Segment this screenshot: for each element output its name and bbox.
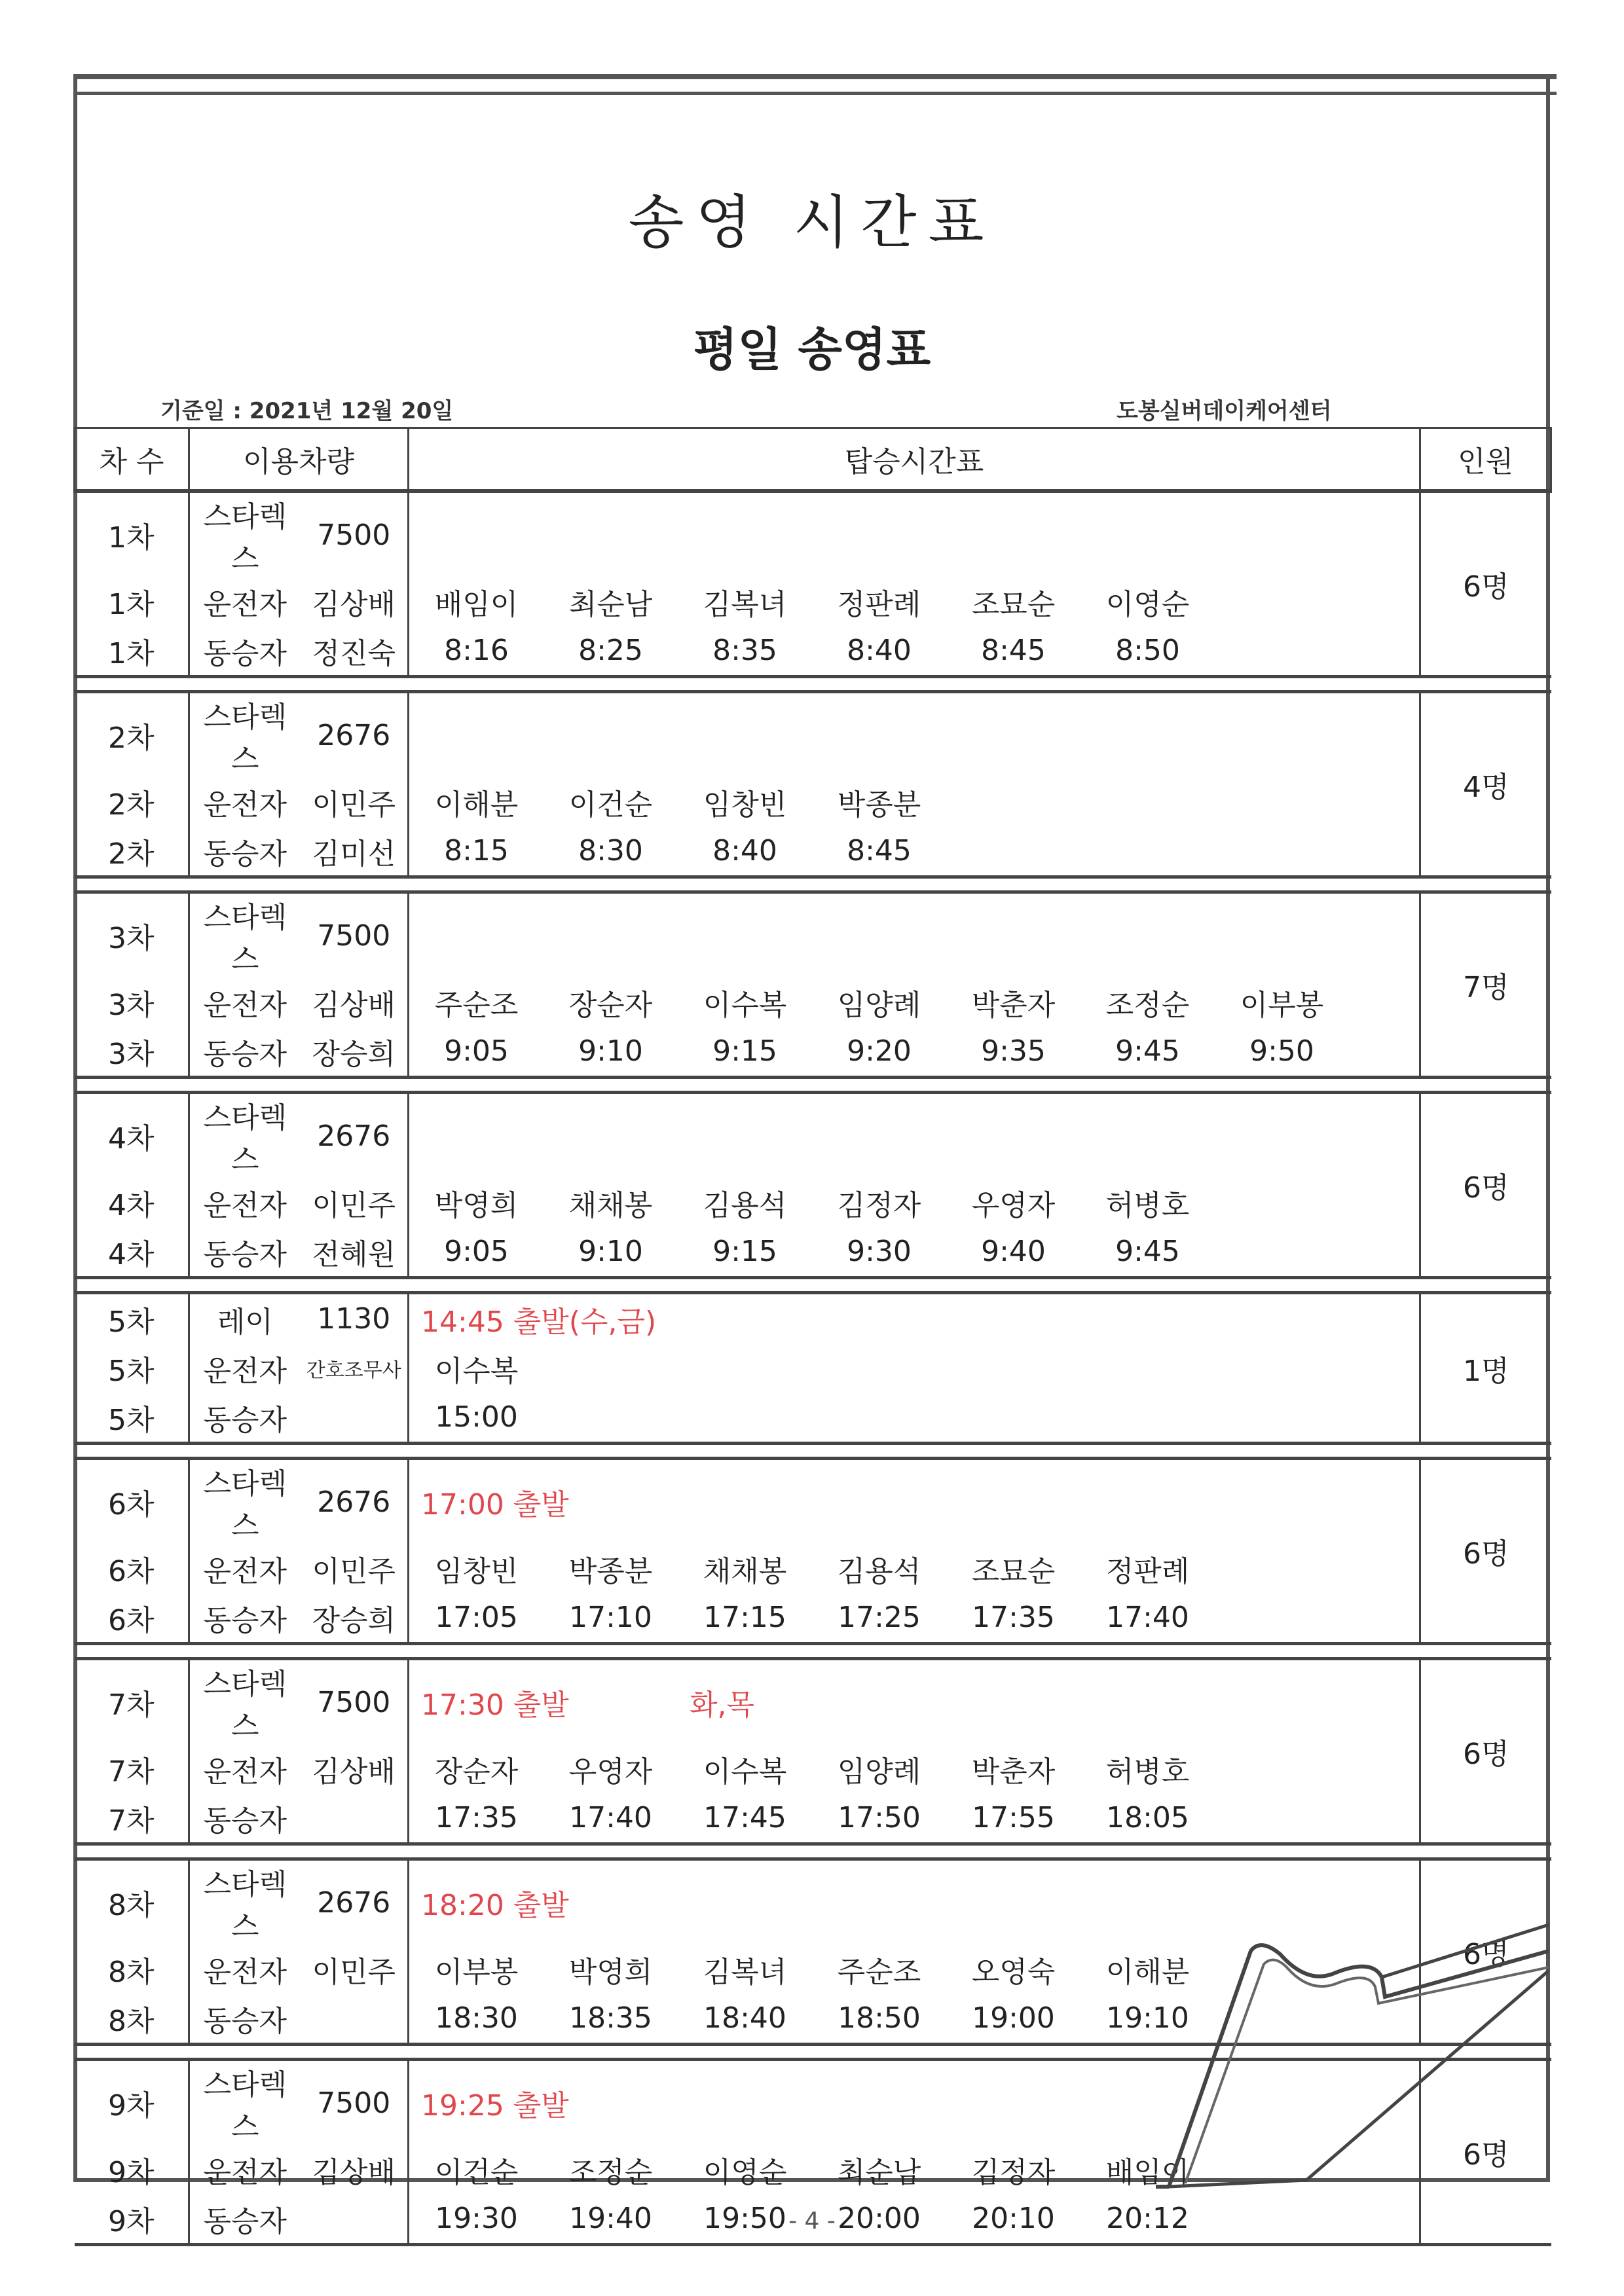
vehicle-number: 2676 xyxy=(301,692,409,778)
trip-number: 7차 xyxy=(75,1793,189,1844)
pickup-time: 20:12 xyxy=(1106,2202,1189,2235)
departure-note-cell xyxy=(409,1093,1420,1178)
vehicle-name: 스타렉스 xyxy=(203,901,287,976)
trip-number: 5차 xyxy=(75,1293,189,1344)
passenger-name: 허병호 xyxy=(1105,1755,1190,1789)
passenger-count: 1명 xyxy=(1420,1293,1551,1444)
driver-name: 이민주 xyxy=(301,1944,409,1994)
passenger-name: 정판례 xyxy=(837,587,921,621)
trip-vehicle-row xyxy=(75,1459,1551,1544)
pickup-time-cell xyxy=(409,626,1420,677)
passenger-list xyxy=(409,1182,1419,1224)
passenger-name: 주순조 xyxy=(837,1955,921,1989)
pickup-time: 20:10 xyxy=(972,2202,1055,2235)
passenger-name: 박춘자 xyxy=(971,988,1056,1022)
trip-separator xyxy=(75,1844,1551,1859)
pickup-time: 8:15 xyxy=(444,834,509,867)
passenger-name: 조정순 xyxy=(1105,988,1190,1022)
header-schedule: 탑승시간표 xyxy=(409,428,1420,492)
passenger-name: 이건순 xyxy=(434,2155,519,2189)
pickup-time: 18:35 xyxy=(569,2001,652,2035)
pickup-time: 9:45 xyxy=(1115,1034,1180,1068)
driver-label: 운전자 xyxy=(203,1554,287,1588)
pickup-times xyxy=(409,1034,1419,1068)
trip-companion-row xyxy=(75,626,1551,677)
pickup-time: 17:40 xyxy=(569,1801,652,1834)
pickup-time: 9:50 xyxy=(1249,1034,1314,1068)
driver-name: 이민주 xyxy=(301,777,409,826)
vehicle-name: 스타렉스 xyxy=(203,1667,287,1743)
companion-label: 동승자 xyxy=(203,1037,287,1071)
passenger-name: 이수복 xyxy=(703,988,787,1022)
passenger-name: 김용석 xyxy=(703,1188,787,1222)
trip-number: 9차 xyxy=(75,2145,189,2194)
pickup-time: 9:20 xyxy=(847,1034,912,1068)
companion-name xyxy=(301,1994,409,2045)
pickup-time: 8:40 xyxy=(847,634,912,667)
trip-number: 1차 xyxy=(75,491,189,577)
pickup-times xyxy=(409,1801,1419,1834)
passenger-name: 정판례 xyxy=(1105,1554,1190,1588)
departure-note-cell xyxy=(409,892,1420,978)
departure-note: 17:30 출발 xyxy=(421,1688,569,1722)
passenger-name: 배임이 xyxy=(434,587,519,621)
passenger-name: 김복녀 xyxy=(703,1955,787,1989)
trip-driver-row xyxy=(75,977,1551,1027)
passenger-list-cell xyxy=(409,1744,1420,1793)
trip-number: 3차 xyxy=(75,892,189,978)
passenger-list-cell xyxy=(409,1178,1420,1227)
separator-cell xyxy=(75,877,1551,892)
separator-cell xyxy=(75,1644,1551,1659)
companion-label: 동승자 xyxy=(203,837,287,871)
trip-number: 7차 xyxy=(75,1659,189,1745)
passenger-count: 6명 xyxy=(1420,2060,1551,2245)
trip-number: 6차 xyxy=(75,1544,189,1593)
passenger-name: 박영희 xyxy=(434,1188,519,1222)
passenger-count: 6명 xyxy=(1420,491,1551,677)
pickup-time: 17:50 xyxy=(838,1801,921,1834)
trip-number: 9차 xyxy=(75,2060,189,2145)
passenger-name: 우영자 xyxy=(568,1755,653,1789)
passenger-name: 이수복 xyxy=(434,1354,519,1388)
passenger-name: 채채봉 xyxy=(703,1554,787,1588)
passenger-list-cell xyxy=(409,577,1420,626)
separator-cell xyxy=(75,1444,1551,1459)
passenger-list xyxy=(409,1347,1419,1389)
passenger-list xyxy=(409,581,1419,623)
trip-number: 5차 xyxy=(75,1343,189,1393)
trip-number: 9차 xyxy=(75,2194,189,2245)
trip-driver-row xyxy=(75,777,1551,826)
pickup-time: 8:30 xyxy=(578,834,643,867)
passenger-name: 주순조 xyxy=(434,988,519,1022)
driver-name: 이민주 xyxy=(301,1178,409,1227)
driver-label: 운전자 xyxy=(203,1955,287,1989)
trip-number: 2차 xyxy=(75,692,189,778)
companion-name: 정진숙 xyxy=(301,626,409,677)
passenger-name: 최순남 xyxy=(837,2155,921,2189)
passenger-count: 6명 xyxy=(1420,1459,1551,1644)
driver-name: 김상배 xyxy=(301,1744,409,1793)
pickup-time: 17:35 xyxy=(972,1601,1055,1634)
center-name: 도봉실버데이케어센터 xyxy=(1116,398,1332,424)
pickup-time: 19:10 xyxy=(1106,2001,1189,2035)
passenger-list xyxy=(409,1548,1419,1590)
trip-driver-row xyxy=(75,1744,1551,1793)
companion-name: 장승희 xyxy=(301,1593,409,1644)
departure-days-note: 화,목 xyxy=(690,1688,755,1722)
pickup-time: 9:40 xyxy=(981,1235,1046,1268)
passenger-name: 우영자 xyxy=(971,1188,1056,1222)
base-date: 기준일 : 2021년 12월 20일 xyxy=(160,398,454,424)
trip-driver-row xyxy=(75,1343,1551,1393)
trip-number: 6차 xyxy=(75,1459,189,1544)
pickup-time: 18:30 xyxy=(435,2001,518,2035)
departure-note-cell xyxy=(409,1293,1420,1344)
driver-name: 김상배 xyxy=(301,2145,409,2194)
passenger-name: 이영순 xyxy=(1105,587,1190,621)
driver-name: 김상배 xyxy=(301,577,409,626)
pickup-time: 15:00 xyxy=(435,1400,518,1434)
departure-note-cell xyxy=(409,1659,1420,1745)
pickup-time: 19:40 xyxy=(569,2202,652,2235)
passenger-name: 조정순 xyxy=(568,2155,653,2189)
vehicle-number: 2676 xyxy=(301,1859,409,1945)
pickup-time: 17:25 xyxy=(838,1601,921,1634)
companion-label: 동승자 xyxy=(203,1237,287,1271)
trip-number: 8차 xyxy=(75,1994,189,2045)
departure-note-cell xyxy=(409,1459,1420,1544)
header-row xyxy=(75,428,1551,492)
page-curl-decoration xyxy=(1156,1912,1549,2200)
separator-cell xyxy=(75,1278,1551,1293)
passenger-list xyxy=(409,781,1419,823)
vehicle-number: 2676 xyxy=(301,1459,409,1544)
table-bottom-border xyxy=(75,2245,1551,2247)
departure-note: 19:25 출발 xyxy=(421,2089,569,2123)
passenger-name: 이건순 xyxy=(568,788,653,822)
pickup-time: 17:40 xyxy=(1106,1601,1189,1634)
driver-label: 운전자 xyxy=(203,1354,287,1388)
driver-label: 운전자 xyxy=(203,788,287,822)
pickup-time: 9:45 xyxy=(1115,1235,1180,1268)
vehicle-name: 스타렉스 xyxy=(203,1101,287,1176)
pickup-time: 18:05 xyxy=(1106,1801,1189,1834)
pickup-time: 8:45 xyxy=(981,634,1046,667)
companion-name: 김미선 xyxy=(301,826,409,877)
passenger-name: 김용석 xyxy=(837,1554,921,1588)
trip-driver-row xyxy=(75,1178,1551,1227)
passenger-name: 박영희 xyxy=(568,1955,653,1989)
passenger-name: 최순남 xyxy=(568,587,653,621)
trip-companion-row xyxy=(75,1227,1551,1278)
driver-label: 운전자 xyxy=(203,1188,287,1222)
passenger-name: 임양례 xyxy=(837,1755,921,1789)
pickup-time: 17:05 xyxy=(435,1601,518,1634)
vehicle-number: 7500 xyxy=(301,1659,409,1745)
passenger-count: 6명 xyxy=(1420,1093,1551,1278)
vehicle-number: 2676 xyxy=(301,1093,409,1178)
trip-number: 1차 xyxy=(75,577,189,626)
departure-note: 17:00 출발 xyxy=(421,1488,569,1522)
passenger-count: 4명 xyxy=(1420,692,1551,877)
pickup-time: 8:16 xyxy=(444,634,509,667)
passenger-count: 6명 xyxy=(1420,1659,1551,1844)
pickup-time: 17:35 xyxy=(435,1801,518,1834)
separator-cell xyxy=(75,1078,1551,1093)
pickup-time: 8:40 xyxy=(712,834,777,867)
passenger-name: 이부봉 xyxy=(434,1955,519,1989)
trip-number: 4차 xyxy=(75,1227,189,1278)
driver-label: 운전자 xyxy=(203,2155,287,2189)
trip-vehicle-row xyxy=(75,692,1551,778)
pickup-time: 18:50 xyxy=(838,2001,921,2035)
driver-label: 운전자 xyxy=(203,587,287,621)
passenger-name: 박춘자 xyxy=(971,1755,1056,1789)
passenger-name: 임양례 xyxy=(837,988,921,1022)
pickup-time: 9:10 xyxy=(578,1235,643,1268)
passenger-name: 배임이 xyxy=(1105,2155,1190,2189)
pickup-time: 20:00 xyxy=(838,2202,921,2235)
trip-companion-row xyxy=(75,1027,1551,1078)
driver-name: 이민주 xyxy=(301,1544,409,1593)
passenger-name: 채채봉 xyxy=(568,1188,653,1222)
trip-vehicle-row xyxy=(75,1093,1551,1178)
companion-name xyxy=(301,1393,409,1444)
passenger-name: 이해분 xyxy=(434,788,519,822)
passenger-name: 이부봉 xyxy=(1240,988,1324,1022)
companion-label: 동승자 xyxy=(203,1804,287,1838)
driver-label: 운전자 xyxy=(203,1755,287,1789)
trip-vehicle-row xyxy=(75,1659,1551,1745)
companion-name: 장승희 xyxy=(301,1027,409,1078)
passenger-list-cell xyxy=(409,1544,1420,1593)
vehicle-number: 7500 xyxy=(301,2060,409,2145)
pickup-times xyxy=(409,1400,1419,1434)
passenger-name: 이해분 xyxy=(1105,1955,1190,1989)
header-count: 인원 xyxy=(1420,428,1551,492)
companion-name: 전혜원 xyxy=(301,1227,409,1278)
passenger-name: 장순자 xyxy=(568,988,653,1022)
separator-cell xyxy=(75,677,1551,692)
companion-label: 동승자 xyxy=(203,1403,287,1437)
trip-number: 1차 xyxy=(75,626,189,677)
header-trip: 차 수 xyxy=(75,428,189,492)
passenger-name: 임창빈 xyxy=(434,1554,519,1588)
pickup-time: 17:45 xyxy=(703,1801,786,1834)
trip-number: 7차 xyxy=(75,1744,189,1793)
departure-notes xyxy=(409,1481,1419,1523)
pickup-time: 9:10 xyxy=(578,1034,643,1068)
passenger-name: 박종분 xyxy=(837,788,921,822)
page-number: - 4 - xyxy=(788,2208,836,2234)
passenger-name: 임창빈 xyxy=(703,788,787,822)
vehicle-name: 스타렉스 xyxy=(203,1868,287,1943)
pickup-time: 17:10 xyxy=(569,1601,652,1634)
trip-companion-row xyxy=(75,826,1551,877)
driver-name: 간호조무사 xyxy=(301,1343,409,1393)
departure-note: 18:20 출발 xyxy=(421,1889,569,1922)
passenger-name: 허병호 xyxy=(1105,1188,1190,1222)
trip-number: 4차 xyxy=(75,1093,189,1178)
departure-notes xyxy=(409,1298,1419,1340)
trip-number: 2차 xyxy=(75,826,189,877)
vehicle-name: 스타렉스 xyxy=(203,2068,287,2143)
pickup-time: 19:00 xyxy=(972,2001,1055,2035)
passenger-count: 6명 xyxy=(1420,1859,1551,2045)
trip-separator xyxy=(75,1444,1551,1459)
passenger-name: 이수복 xyxy=(703,1755,787,1789)
passenger-name: 박종분 xyxy=(568,1554,653,1588)
pickup-time-cell xyxy=(409,1227,1420,1278)
trip-separator xyxy=(75,1078,1551,1093)
pickup-time: 17:15 xyxy=(703,1601,786,1634)
header-vehicle: 이용차량 xyxy=(189,428,409,492)
passenger-name: 장순자 xyxy=(434,1755,519,1789)
trip-vehicle-row xyxy=(75,892,1551,978)
passenger-name: 이영순 xyxy=(703,2155,787,2189)
trip-separator xyxy=(75,1644,1551,1659)
trip-separator xyxy=(75,677,1551,692)
trip-vehicle-row xyxy=(75,1293,1551,1344)
page-subtitle: 평일 송영표 xyxy=(693,323,931,376)
trip-separator xyxy=(75,1278,1551,1293)
pickup-time: 8:35 xyxy=(712,634,777,667)
pickup-time: 9:05 xyxy=(444,1235,509,1268)
vehicle-name: 스타렉스 xyxy=(203,701,287,776)
passenger-name: 오영숙 xyxy=(971,1955,1056,1989)
passenger-list-cell xyxy=(409,977,1420,1027)
pickup-time: 9:05 xyxy=(444,1034,509,1068)
pickup-time-cell xyxy=(409,1393,1420,1444)
pickup-time-cell xyxy=(409,1027,1420,1078)
passenger-name: 김정자 xyxy=(971,2155,1056,2189)
pickup-time: 9:35 xyxy=(981,1034,1046,1068)
trip-number: 2차 xyxy=(75,777,189,826)
vehicle-name: 스타렉스 xyxy=(203,1467,287,1542)
vehicle-number: 1130 xyxy=(301,1293,409,1344)
passenger-list-cell xyxy=(409,777,1420,826)
trip-number: 3차 xyxy=(75,1027,189,1078)
trip-separator xyxy=(75,877,1551,892)
trip-number: 8차 xyxy=(75,1859,189,1945)
vehicle-name: 레이 xyxy=(217,1305,273,1339)
trip-number: 3차 xyxy=(75,977,189,1027)
departure-note-cell xyxy=(409,491,1420,577)
separator-cell xyxy=(75,2245,1551,2247)
trip-number: 5차 xyxy=(75,1393,189,1444)
companion-label: 동승자 xyxy=(203,2004,287,2038)
driver-label: 운전자 xyxy=(203,988,287,1022)
trip-number: 8차 xyxy=(75,1944,189,1994)
trip-companion-row xyxy=(75,1793,1551,1844)
companion-label: 동승자 xyxy=(203,1603,287,1637)
trip-companion-row xyxy=(75,1393,1551,1444)
companion-name xyxy=(301,1793,409,1844)
pickup-time: 8:45 xyxy=(847,834,912,867)
passenger-name: 김복녀 xyxy=(703,587,787,621)
vehicle-number: 7500 xyxy=(301,491,409,577)
pickup-time: 8:50 xyxy=(1115,634,1180,667)
pickup-time-cell xyxy=(409,1793,1420,1844)
pickup-times xyxy=(409,1235,1419,1268)
pickup-time-cell xyxy=(409,826,1420,877)
pickup-times xyxy=(409,634,1419,667)
departure-note-cell xyxy=(409,692,1420,778)
pickup-time: 9:30 xyxy=(847,1235,912,1268)
pickup-time-cell xyxy=(409,1593,1420,1644)
pickup-time: 9:15 xyxy=(712,1235,777,1268)
trip-driver-row xyxy=(75,577,1551,626)
vehicle-name: 스타렉스 xyxy=(203,500,287,575)
companion-label: 동승자 xyxy=(203,636,287,670)
pickup-time: 8:25 xyxy=(578,634,643,667)
pickup-time: 9:15 xyxy=(712,1034,777,1068)
pickup-times xyxy=(409,834,1419,867)
passenger-list-cell xyxy=(409,1343,1420,1393)
passenger-list xyxy=(409,981,1419,1023)
vehicle-number: 7500 xyxy=(301,892,409,978)
passenger-name: 조묘순 xyxy=(971,1554,1056,1588)
trip-vehicle-row xyxy=(75,491,1551,577)
trip-number: 4차 xyxy=(75,1178,189,1227)
page-title: 송영 시간표 xyxy=(628,189,996,256)
passenger-name: 조묘순 xyxy=(971,587,1056,621)
departure-note: 14:45 출발(수,금) xyxy=(421,1305,657,1339)
pickup-time: 19:30 xyxy=(435,2202,518,2235)
driver-name: 김상배 xyxy=(301,977,409,1027)
trip-number: 6차 xyxy=(75,1593,189,1644)
pickup-times xyxy=(409,1601,1419,1634)
departure-notes xyxy=(409,1681,1419,1723)
trip-driver-row xyxy=(75,1544,1551,1593)
pickup-time: 19:50 xyxy=(703,2202,786,2235)
passenger-count: 7명 xyxy=(1420,892,1551,1078)
trip-companion-row xyxy=(75,1593,1551,1644)
separator-cell xyxy=(75,1844,1551,1859)
pickup-time: 18:40 xyxy=(703,2001,786,2035)
companion-label: 동승자 xyxy=(203,2204,287,2238)
pickup-time: 17:55 xyxy=(972,1801,1055,1834)
passenger-list xyxy=(409,1748,1419,1790)
passenger-name: 김정자 xyxy=(837,1188,921,1222)
